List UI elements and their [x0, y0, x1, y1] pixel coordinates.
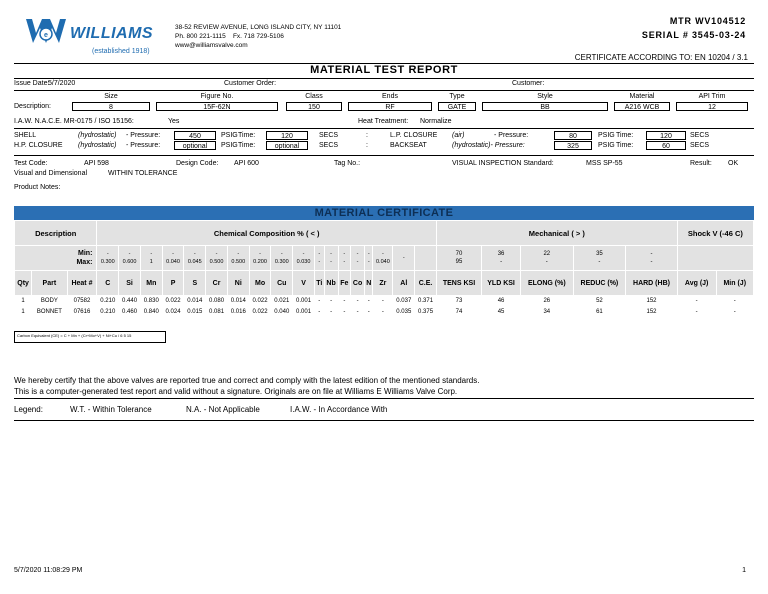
mech-limit: - - — [626, 246, 678, 271]
customer-order-label: Customer Order: — [224, 80, 277, 87]
data-cell: - — [351, 296, 365, 307]
data-cell: 0.830 — [140, 296, 162, 307]
data-cell: 0.375 — [415, 307, 437, 318]
spec-header: API Trim — [698, 93, 726, 100]
data-cell: 0.037 — [393, 296, 415, 307]
test-code: API 598 — [84, 160, 109, 167]
certificate-standard: CERTIFICATE ACCORDING TO: EN 10204 / 3.1 — [574, 53, 748, 62]
shell-type: (hydrostatic) — [78, 132, 117, 139]
time-label: Time: — [616, 142, 634, 149]
lp-pressure: 80 — [554, 131, 592, 140]
data-cell: - — [373, 296, 393, 307]
nace-value: Yes — [168, 118, 180, 125]
design-code-label: Design Code: — [176, 160, 219, 167]
data-cell: - — [338, 296, 350, 307]
column-header: Cu — [271, 271, 293, 296]
column-header: Al — [393, 271, 415, 296]
data-cell: BONNET — [32, 307, 67, 318]
shell-pressure: 450 — [174, 131, 216, 140]
data-cell: - — [351, 307, 365, 318]
lp-closure-type: (air) — [452, 132, 465, 139]
column-header: YLD KSI — [482, 271, 521, 296]
svg-text:e: e — [44, 32, 48, 39]
data-cell: 45 — [482, 307, 521, 318]
column-header: TENS KSI — [436, 271, 481, 296]
data-cell: 0.015 — [184, 307, 206, 318]
spec-header: Size — [104, 93, 118, 100]
chem-limit: - 0.300 — [97, 246, 119, 271]
data-cell: 0.210 — [97, 296, 119, 307]
mech-limit: 22 - — [521, 246, 574, 271]
column-header: Ti — [314, 271, 324, 296]
chem-limit: - - — [314, 246, 324, 271]
spec-value: GATE — [438, 102, 476, 111]
spec-value: 15F-62N — [156, 102, 278, 111]
chem-limit: - — [393, 246, 415, 271]
data-cell: BODY — [32, 296, 67, 307]
hp-time: optional — [266, 141, 308, 150]
spec-value: 8 — [72, 102, 150, 111]
divider-mark: : — [366, 142, 368, 149]
data-cell: 0.080 — [206, 296, 228, 307]
spec-header: Type — [449, 93, 465, 100]
legend-na: N.A. - Not Applicable — [186, 405, 260, 414]
column-header: Qty — [15, 271, 32, 296]
time-label: Time: — [238, 142, 256, 149]
column-header: Min (J) — [716, 271, 753, 296]
data-cell: 1 — [15, 296, 32, 307]
tag-label: Tag No.: — [334, 160, 361, 167]
column-header: Fe — [338, 271, 350, 296]
column-header: P — [162, 271, 184, 296]
page-number: 1 — [742, 567, 746, 574]
nace-label: I.A.W. N.A.C.E. MR-0175 / ISO 15156: — [14, 118, 134, 125]
company-phone: Ph. 800 221-1115 Fx. 718 729-5106 — [175, 33, 284, 40]
data-cell: - — [324, 307, 338, 318]
data-cell: 0.024 — [162, 307, 184, 318]
issue-date: 5/7/2020 — [48, 80, 76, 87]
column-header: C — [97, 271, 119, 296]
company-web: www@williamsvalve.com — [175, 42, 248, 49]
column-header: Ni — [227, 271, 249, 296]
report-title: MATERIAL TEST REPORT — [310, 64, 458, 76]
data-cell: 52 — [573, 296, 626, 307]
chem-limit: - 0.200 — [249, 246, 271, 271]
hp-pressure-label: - Pressure: — [126, 142, 161, 149]
chem-limit: - 1 — [140, 246, 162, 271]
backseat-time: 60 — [646, 141, 686, 150]
data-cell: 0.001 — [293, 307, 315, 318]
chem-limit: - - — [351, 246, 365, 271]
chem-limit: - 0.500 — [227, 246, 249, 271]
result-label: Result: — [690, 160, 712, 167]
data-cell: - — [338, 307, 350, 318]
chem-limit: - 0.040 — [373, 246, 393, 271]
visual-standard: MSS SP-55 — [586, 160, 623, 167]
data-cell: 152 — [626, 296, 678, 307]
backseat-label: BACKSEAT — [390, 142, 427, 149]
data-cell: - — [677, 296, 716, 307]
data-cell: 26 — [521, 296, 574, 307]
data-cell: 0.460 — [119, 307, 141, 318]
data-cell: 73 — [436, 296, 481, 307]
chem-limit: - 0.040 — [162, 246, 184, 271]
shell-time: 120 — [266, 131, 308, 140]
psig-label: PSIG — [221, 132, 238, 139]
column-header: Zr — [373, 271, 393, 296]
data-cell: - — [365, 296, 373, 307]
data-cell: 61 — [573, 307, 626, 318]
data-cell: 0.210 — [97, 307, 119, 318]
heat-treatment-label: Heat Treatment: — [358, 118, 409, 125]
data-cell: 152 — [626, 307, 678, 318]
data-cell: 0.016 — [227, 307, 249, 318]
data-cell: 0.035 — [393, 307, 415, 318]
data-cell: 0.021 — [271, 296, 293, 307]
time-label: Time: — [238, 132, 256, 139]
williams-logo — [24, 16, 68, 46]
data-cell: 0.022 — [162, 296, 184, 307]
data-cell: 46 — [482, 296, 521, 307]
psig-label: PSIG — [598, 142, 615, 149]
spec-value: BB — [482, 102, 608, 111]
design-code: API 600 — [234, 160, 259, 167]
data-cell: - — [716, 307, 753, 318]
spec-value: 12 — [676, 102, 748, 111]
visual-dimensional-label: Visual and Dimensional — [14, 170, 88, 177]
spec-header: Ends — [382, 93, 398, 100]
shell-label: SHELL — [14, 132, 37, 139]
visual-dimensional-value: WITHIN TOLERANCE — [108, 170, 178, 177]
spec-header: Style — [537, 93, 553, 100]
min-max-label: Min: Max: — [15, 246, 97, 271]
table-row — [15, 307, 754, 318]
chem-limit: - 0.500 — [206, 246, 228, 271]
lp-pressure-label: - Pressure: — [494, 132, 529, 139]
column-header: Si — [119, 271, 141, 296]
carbon-equivalent-formula: Carbon Equivalent (CE) = C + Mn + (Cr+Mo+V) + Ni+Cu / 6 5 15 — [14, 331, 166, 343]
chem-limit: - - — [324, 246, 338, 271]
time-label: Time: — [616, 132, 634, 139]
material-certificate-table — [14, 220, 754, 318]
mtr-number: MTR WV104512 — [669, 16, 746, 26]
data-cell: 07616 — [67, 307, 97, 318]
description-header: Description — [15, 221, 97, 246]
spec-header: Material — [629, 93, 655, 100]
secs-label: SECS — [319, 132, 339, 139]
customer-label: Customer: — [512, 80, 545, 87]
data-cell: 0.014 — [227, 296, 249, 307]
chem-limit: - 0.045 — [184, 246, 206, 271]
data-cell: 1 — [15, 307, 32, 318]
data-cell: 74 — [436, 307, 481, 318]
chem-limit: - 0.300 — [271, 246, 293, 271]
company-address: 38-52 REVIEW AVENUE, LONG ISLAND CITY, NY 11101 — [175, 24, 342, 31]
data-cell: 0.440 — [119, 296, 141, 307]
spec-value: RF — [348, 102, 432, 111]
backseat-pressure: 325 — [554, 141, 592, 150]
chemical-composition-header: Chemical Composition % ( < ) — [97, 221, 436, 246]
chem-limit — [415, 246, 437, 271]
secs-label: SECS — [690, 142, 710, 149]
legend-wt: W.T. - Within Tolerance — [70, 405, 152, 414]
data-cell: - — [314, 307, 324, 318]
column-header: C.E. — [415, 271, 437, 296]
data-cell: 0.022 — [249, 296, 271, 307]
column-header: REDUC (%) — [573, 271, 626, 296]
column-header: N — [365, 271, 373, 296]
divider-mark: : — [366, 132, 368, 139]
psig-label: PSIG — [221, 142, 238, 149]
spec-value: A216 WCB — [614, 102, 670, 111]
legend-iaw: I.A.W. - In Accordance With — [290, 405, 388, 414]
mech-limit: 35 - — [573, 246, 626, 271]
shock-header: Shock V (-46 C) — [677, 221, 753, 246]
column-header: S — [184, 271, 206, 296]
lp-time: 120 — [646, 131, 686, 140]
data-cell: - — [324, 296, 338, 307]
column-header: Mo — [249, 271, 271, 296]
legend-label: Legend: — [14, 405, 43, 414]
visual-inspection-label: VISUAL INSPECTION Standard: — [452, 160, 554, 167]
column-header: Co — [351, 271, 365, 296]
spec-header: Figure No. — [200, 93, 234, 100]
hp-pressure: optional — [174, 141, 216, 150]
data-cell: - — [716, 296, 753, 307]
data-cell: - — [365, 307, 373, 318]
chem-limit: - - — [338, 246, 350, 271]
data-cell: - — [314, 296, 324, 307]
data-cell: 0.081 — [206, 307, 228, 318]
column-header: Cr — [206, 271, 228, 296]
data-cell: 07582 — [67, 296, 97, 307]
chem-limit: - 0.600 — [119, 246, 141, 271]
established-text: (established 1918) — [92, 48, 150, 55]
shell-pressure-label: - Pressure: — [126, 132, 161, 139]
column-header: Mn — [140, 271, 162, 296]
test-code-label: Test Code: — [14, 160, 48, 167]
certification-statement: We hereby certify that the above valves are reported true and correct and comply with the latest edition of the mentioned standards. — [14, 376, 480, 385]
backseat-type: (hydrostatic)- Pressure: — [452, 142, 525, 149]
secs-label: SECS — [690, 132, 710, 139]
heat-treatment-value: Normalize — [420, 118, 452, 125]
data-cell: 0.371 — [415, 296, 437, 307]
mech-limit: 36 - — [482, 246, 521, 271]
psig-label: PSIG — [598, 132, 615, 139]
chem-limit: - 0.030 — [293, 246, 315, 271]
footer-timestamp: 5/7/2020 11:08:29 PM — [14, 567, 83, 574]
column-header: HARD (HB) — [626, 271, 678, 296]
mechanical-header: Mechanical ( > ) — [436, 221, 677, 246]
table-row — [15, 296, 754, 307]
data-cell: 34 — [521, 307, 574, 318]
column-header: Heat # — [67, 271, 97, 296]
spec-header: Class — [305, 93, 323, 100]
company-name: WILLIAMS — [70, 25, 154, 42]
hp-closure-label: H.P. CLOSURE — [14, 142, 63, 149]
secs-label: SECS — [319, 142, 339, 149]
data-cell: 0.040 — [271, 307, 293, 318]
data-cell: 0.014 — [184, 296, 206, 307]
data-cell: 0.840 — [140, 307, 162, 318]
hp-closure-type: (hydrostatic) — [78, 142, 117, 149]
column-header: ELONG (%) — [521, 271, 574, 296]
column-header: Part — [32, 271, 67, 296]
material-certificate-title: MATERIAL CERTIFICATE — [14, 206, 754, 220]
result-value: OK — [728, 160, 739, 167]
column-header: V — [293, 271, 315, 296]
spec-value: 150 — [286, 102, 342, 111]
signature-statement: This is a computer-generated test report and valid without a signature. Originals are on file at Williams E Williams Valve Corp. — [14, 387, 458, 396]
mech-limit: 70 95 — [436, 246, 481, 271]
column-header: Avg (J) — [677, 271, 716, 296]
description-label: Description: — [14, 103, 51, 110]
lp-closure-label: L.P. CLOSURE — [390, 132, 438, 139]
chem-limit: - - — [365, 246, 373, 271]
data-cell: - — [677, 307, 716, 318]
product-notes-label: Product Notes: — [14, 184, 61, 191]
serial-number: SERIAL # 3545-03-24 — [641, 30, 746, 40]
column-header: Nb — [324, 271, 338, 296]
data-cell: 0.001 — [293, 296, 315, 307]
data-cell: - — [373, 307, 393, 318]
shock-limit — [677, 246, 753, 271]
issue-date-label: Issue Date: — [14, 80, 50, 87]
data-cell: 0.022 — [249, 307, 271, 318]
